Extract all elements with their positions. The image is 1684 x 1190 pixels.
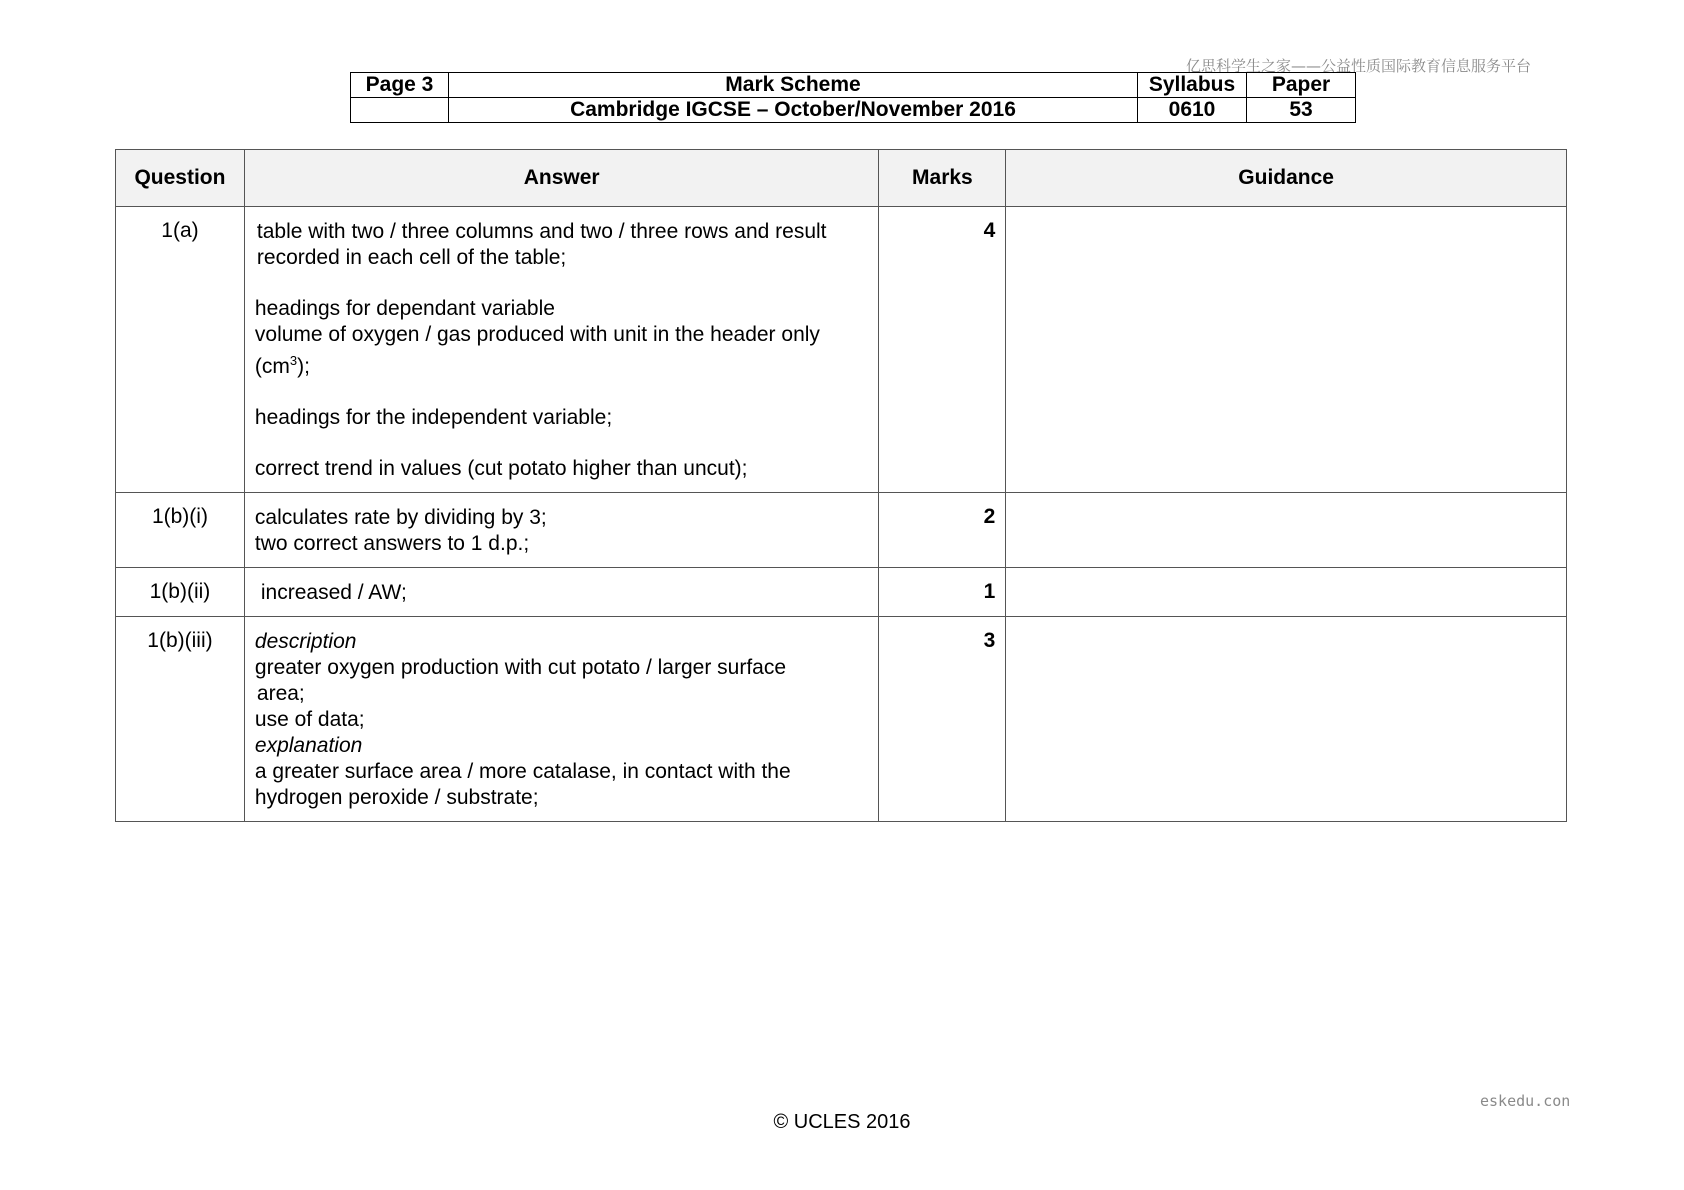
table-row: [116, 493, 1567, 568]
unit-text-end: );: [297, 355, 310, 378]
document-subtitle: Cambridge IGCSE – October/November 2016: [449, 98, 1138, 123]
question-number: 1(b)(iii): [116, 617, 245, 822]
page-number: Page 3: [351, 73, 449, 98]
table-header-row: [116, 150, 1567, 207]
marks-value: 2: [879, 493, 1006, 568]
answer-line: a greater surface area / more catalase, in contact with the: [254, 760, 791, 783]
answer-cell: [244, 493, 879, 568]
syllabus-label: Syllabus: [1138, 73, 1247, 98]
answer-line: use of data;: [254, 708, 365, 731]
column-header-marks: Marks: [879, 150, 1006, 207]
watermark-top-text: 亿思科学生之家——公益性质国际教育信息服务平台: [1186, 57, 1532, 75]
document-title: Mark Scheme: [449, 73, 1138, 98]
answer-cell: [244, 568, 879, 617]
answer-subheading: explanation: [254, 734, 363, 757]
table-row: [116, 207, 1567, 493]
guidance-cell: [1006, 493, 1567, 568]
question-number: 1(b)(i): [116, 493, 245, 568]
marks-value: 4: [879, 207, 1006, 493]
guidance-cell: [1006, 568, 1567, 617]
answer-line: recorded in each cell of the table;: [256, 246, 567, 269]
marks-value: 1: [879, 568, 1006, 617]
column-header-answer: Answer: [244, 150, 879, 207]
answer-line: headings for dependant variable: [254, 297, 555, 320]
answer-subheading: description: [254, 630, 357, 653]
mark-scheme-table: [115, 149, 1567, 822]
header-empty-cell: [351, 98, 449, 123]
answer-line: increased / AW;: [260, 581, 407, 604]
answer-line: [255, 348, 869, 380]
watermark-bottom-text: eskedu.con: [1480, 1092, 1571, 1110]
guidance-cell: [1006, 617, 1567, 822]
paper-label: Paper: [1247, 73, 1356, 98]
answer-cell: [244, 617, 879, 822]
question-number: 1(b)(ii): [116, 568, 245, 617]
paper-number: 53: [1247, 98, 1356, 123]
unit-text: (cm: [254, 355, 290, 378]
answer-cell: [244, 207, 879, 493]
answer-line: two correct answers to 1 d.p.;: [254, 532, 530, 555]
question-number: 1(a): [116, 207, 245, 493]
answer-line: table with two / three columns and two / three rows and result: [256, 220, 827, 243]
answer-line: correct trend in values (cut potato higher than uncut);: [254, 457, 748, 480]
answer-line: headings for the independent variable;: [254, 406, 613, 429]
copyright-footer: © UCLES 2016: [773, 1111, 911, 1133]
table-row: [116, 617, 1567, 822]
column-header-question: Question: [116, 150, 245, 207]
header-table: [350, 72, 1356, 123]
answer-line: greater oxygen production with cut potato / larger surface: [254, 656, 787, 679]
guidance-cell: [1006, 207, 1567, 493]
column-header-guidance: Guidance: [1006, 150, 1567, 207]
answer-line: volume of oxygen / gas produced with unit in the header only: [254, 323, 820, 346]
answer-line: area;: [256, 682, 305, 705]
unit-superscript: 3: [289, 353, 298, 368]
table-row: [116, 568, 1567, 617]
answer-line: calculates rate by dividing by 3;: [254, 506, 547, 529]
answer-line: hydrogen peroxide / substrate;: [254, 786, 539, 809]
marks-value: 3: [879, 617, 1006, 822]
syllabus-code: 0610: [1138, 98, 1247, 123]
